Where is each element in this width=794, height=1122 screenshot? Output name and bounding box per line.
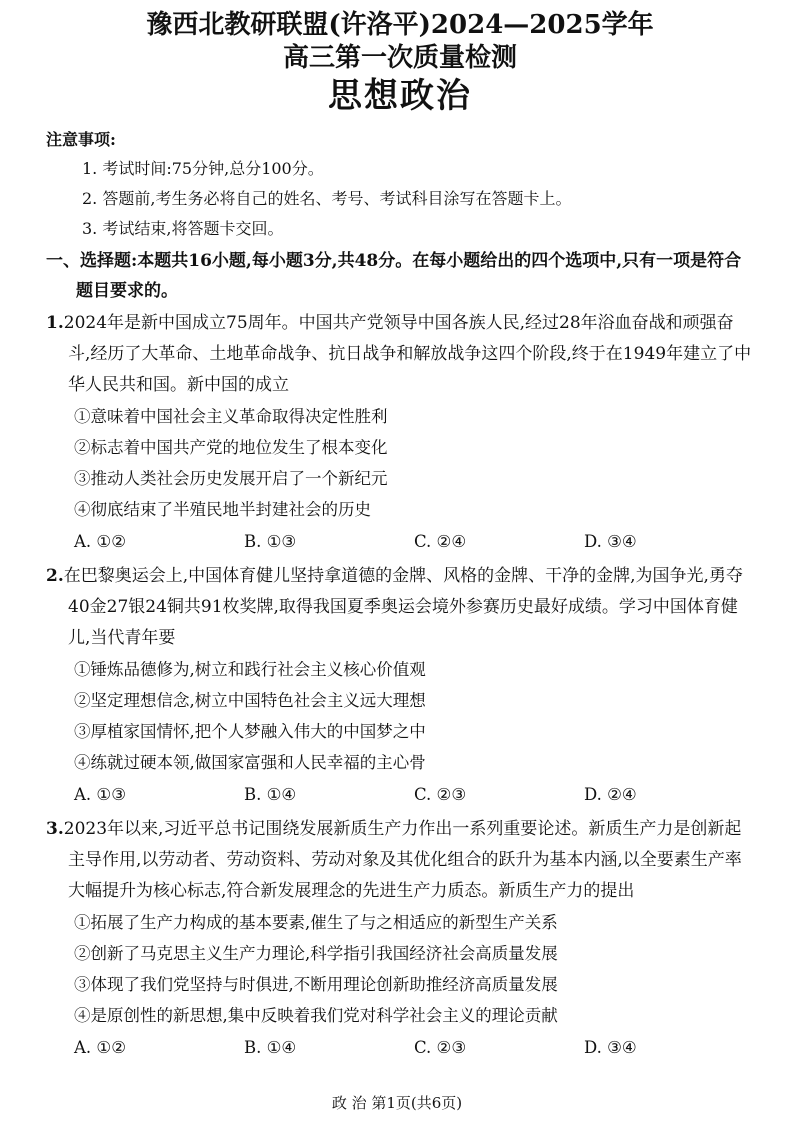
- option-c: C. ②④: [414, 532, 467, 551]
- header-exam-title: 高三第一次质量检测: [282, 43, 517, 73]
- question-3: [46, 814, 754, 1065]
- notice-item: 1. 考试时间:75分钟,总分100分。: [82, 159, 324, 178]
- answer-options: [46, 525, 754, 559]
- answer-options: [46, 778, 754, 812]
- option-a: A. ①②: [74, 1038, 126, 1057]
- statement: ③厚植家国情怀,把个人梦融入伟大的中国梦之中: [74, 722, 426, 741]
- option-b: B. ①④: [244, 785, 297, 804]
- statement: ④彻底结束了半殖民地半封建社会的历史: [74, 500, 371, 519]
- option-a: A. ①②: [74, 532, 126, 551]
- question-text: 2023年以来,习近平总书记围绕发展新质生产力作出一系列重要论述。新质生产力是创新起主导作用,以劳动者、劳动资料、劳动对象及其优化组合的跃升为基本内涵,以全要素生产率大幅提升为核心标志,符合新发展理念的先进生产力质态。新质生产力的提出: [63, 819, 742, 901]
- answer-options: [46, 1031, 754, 1065]
- question-number: 3.: [46, 819, 64, 839]
- option-c: C. ②③: [414, 1038, 467, 1057]
- question-text: 2024年是新中国成立75周年。中国共产党领导中国各族人民,经过28年浴血奋战和顽强奋斗,经历了大革命、土地革命战争、抗日战争和解放战争这四个阶段,终于在1949年建立了中华人民共和国。新中国的成立: [63, 313, 752, 395]
- option-d: D. ②④: [584, 785, 637, 804]
- header-union-title: 豫西北教研联盟(许洛平)2024—2025学年: [146, 10, 654, 40]
- question-stem: [46, 814, 754, 907]
- question-number: 1.: [46, 313, 64, 333]
- statement: ④练就过硬本领,做国家富强和人民幸福的主心骨: [74, 753, 426, 772]
- statement: ②坚定理想信念,树立中国特色社会主义远大理想: [74, 691, 426, 710]
- question-stem: [46, 308, 754, 401]
- option-a: A. ①③: [74, 785, 126, 804]
- question-2: [46, 561, 754, 812]
- page-footer: 政 治 第1页(共6页): [331, 1094, 463, 1112]
- statement: ③推动人类社会历史发展开启了一个新纪元: [74, 469, 388, 488]
- question-1: [46, 308, 754, 559]
- statement: ②创新了马克思主义生产力理论,科学指引我国经济社会高质量发展: [74, 944, 558, 963]
- statement: ①意味着中国社会主义革命取得决定性胜利: [74, 407, 388, 426]
- statement: ②标志着中国共产党的地位发生了根本变化: [74, 438, 388, 457]
- option-c: C. ②③: [414, 785, 467, 804]
- question-stem: [46, 561, 754, 654]
- notice-item: 3. 考试结束,将答题卡交回。: [82, 219, 284, 238]
- exam-header: [46, 8, 754, 118]
- option-b: B. ①③: [244, 532, 297, 551]
- statement: ①拓展了生产力构成的基本要素,催生了与之相适应的新型生产关系: [74, 913, 558, 932]
- header-subject-title: 思想政治: [328, 76, 472, 116]
- statement: ①锤炼品德修为,树立和践行社会主义核心价值观: [74, 660, 426, 679]
- section-heading: 一、选择题:本题共16小题,每小题3分,共48分。在每小题给出的四个选项中,只有一项是符合题目要求的。: [46, 251, 742, 301]
- question-text: 在巴黎奥运会上,中国体育健儿坚持拿道德的金牌、风格的金牌、干净的金牌,为国争光,勇夺40金27银24铜共91枚奖牌,取得我国夏季奥运会境外参赛历史最好成绩。学习中国体育健儿,当代青年要: [63, 566, 743, 648]
- option-b: B. ①④: [244, 1038, 297, 1057]
- notice-title: 注意事项:: [46, 130, 116, 149]
- question-number: 2.: [46, 566, 64, 586]
- statement: ④是原创性的新思想,集中反映着我们党对科学社会主义的理论贡献: [74, 1006, 558, 1025]
- notice-item: 2. 答题前,考生务必将自己的姓名、考号、考试科目涂写在答题卡上。: [82, 189, 572, 208]
- option-d: D. ③④: [584, 532, 637, 551]
- option-d: D. ③④: [584, 1038, 637, 1057]
- notice-block: [46, 126, 754, 244]
- statement: ③体现了我们党坚持与时俱进,不断用理论创新助推经济高质量发展: [74, 975, 558, 994]
